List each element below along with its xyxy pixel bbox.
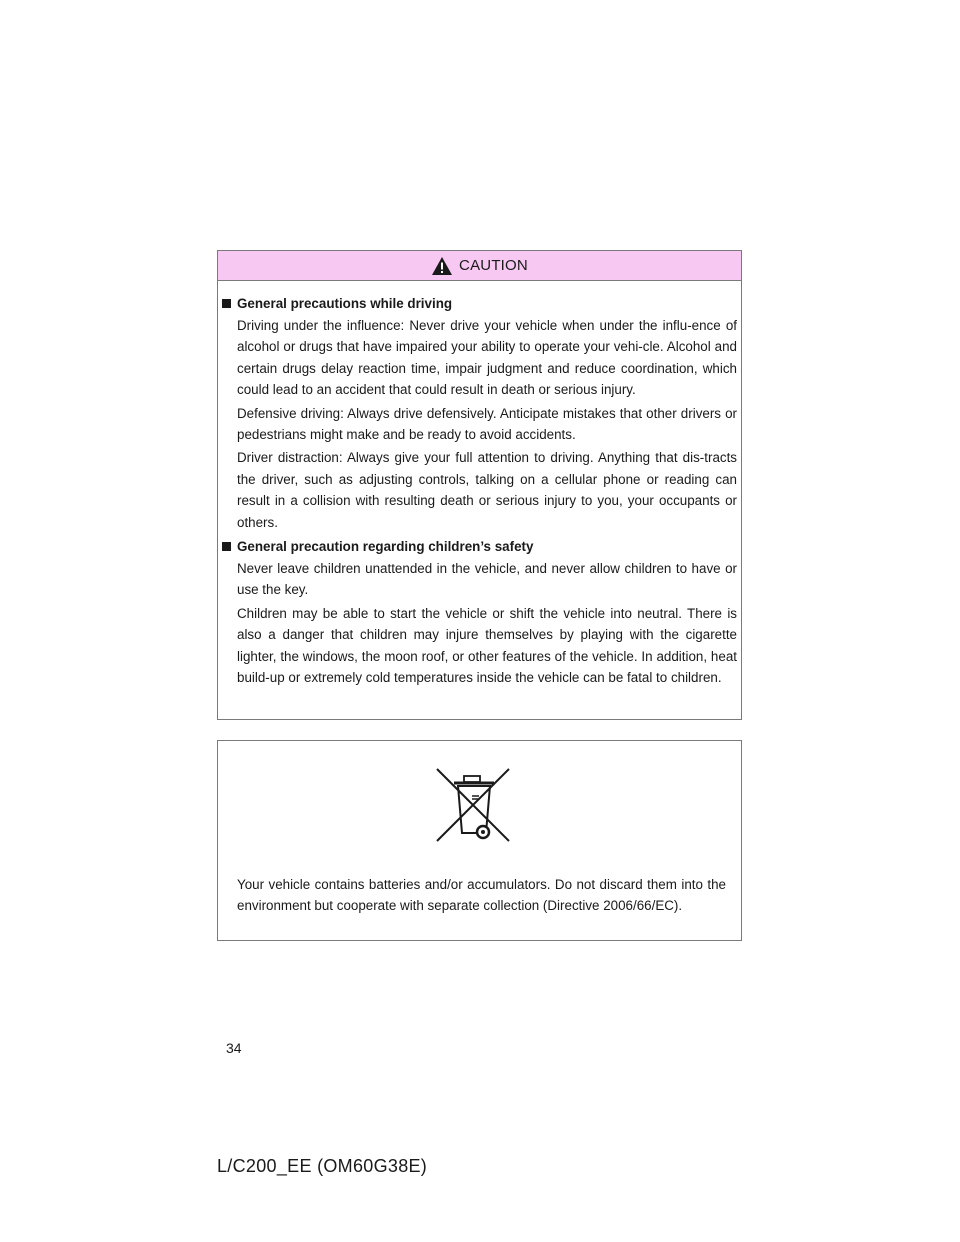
page-number: 34	[226, 1040, 242, 1056]
caution-box	[217, 250, 742, 720]
paragraph-defensive-driving: Defensive driving: Always drive defensively. Anticipate mistakes that other drivers or pedestrians might make and be ready to avoid accidents.	[237, 405, 737, 443]
section-heading-driving: General precautions while driving	[222, 294, 737, 313]
paragraph-driver-distraction: Driver distraction: Always give your full attention to driving. Anything that dis-tracts the driver, such as adjusting controls, talking on a cellular phone or reading can result in a collision with resulting death or serious injury to you, your occupants or others.	[237, 450, 737, 530]
crossed-out-wheelie-bin-icon	[434, 766, 512, 844]
caution-body	[218, 281, 741, 689]
square-bullet-icon	[222, 299, 231, 308]
paragraph-children-dangers: Children may be able to start the vehicle or shift the vehicle into neutral. There is also a danger that children may injure themselves by playing with the cigarette lighter, the windows, the moon roof, or other features of the vehicle. In addition, heat build-up or extremely cold temperatures inside the vehicle can be fatal to children.	[237, 605, 737, 686]
paragraph-children-unattended: Never leave children unattended in the vehicle, and never allow children to have or use the key.	[237, 561, 737, 598]
caution-header	[218, 251, 741, 281]
battery-disposal-text: Your vehicle contains batteries and/or accumulators. Do not discard them into the environment but cooperate with separate collection (Directive 2006/66/EC).	[237, 877, 726, 914]
section-heading-children: General precaution regarding children’s safety	[222, 537, 737, 556]
document-code: L/C200_EE (OM60G38E)	[217, 1156, 428, 1176]
battery-disposal-box	[217, 740, 742, 941]
caution-title: CAUTION	[459, 257, 528, 274]
warning-triangle-icon	[431, 256, 453, 276]
square-bullet-icon	[222, 542, 231, 551]
paragraph-driving-influence: Driving under the influence: Never drive your vehicle when under the influ-ence of alcohol or drugs that have impaired your ability to operate your vehi-cle. Alcohol and certain drugs delay reaction time, impair judgment and reduce coordination, which could lead to an accident that could result in death or serious injury.	[237, 318, 737, 398]
